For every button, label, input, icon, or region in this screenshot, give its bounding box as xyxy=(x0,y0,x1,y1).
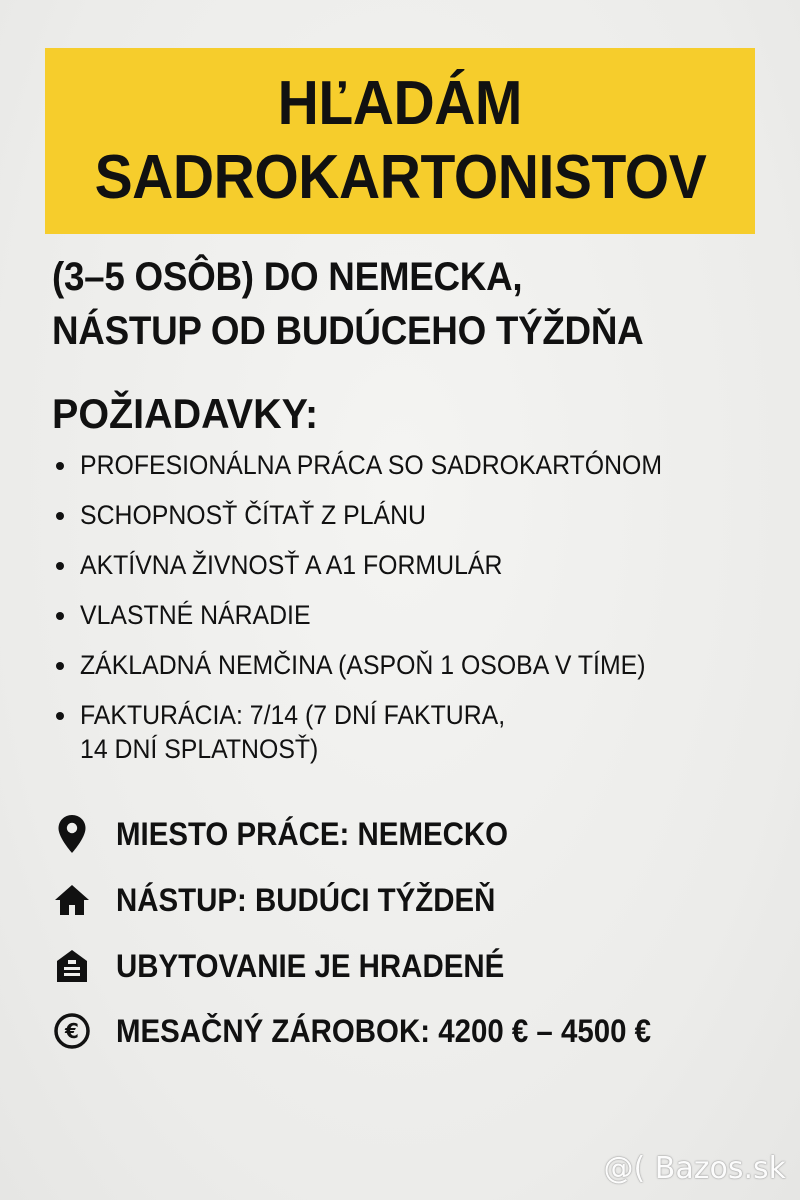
info-start-text: NÁSTUP: BUDÚCI TÝŽDEŇ xyxy=(116,881,496,918)
bullet-icon xyxy=(56,662,64,670)
accommodation-icon xyxy=(52,946,92,986)
subtitle-line-2: NÁSTUP OD BUDÚCEHO TÝŽDŇA xyxy=(52,309,644,353)
info-location-text: MIESTO PRÁCE: NEMECKO xyxy=(116,815,509,852)
euro-icon xyxy=(52,1011,92,1051)
info-accommodation-text: UBYTOVANIE JE HRADENÉ xyxy=(116,947,505,984)
info-salary-text: MESAČNÝ ZÁROBOK: 4200 € – 4500 € xyxy=(116,1012,652,1049)
bullet-icon xyxy=(56,512,64,520)
list-item: FAKTURÁCIA: 7/14 (7 DNÍ FAKTURA, xyxy=(52,698,772,732)
headline-line-1: HĽADÁM xyxy=(277,69,523,138)
location-pin-icon xyxy=(52,814,92,854)
home-icon xyxy=(52,880,92,920)
headline-line-2: SADROKARTONISTOV xyxy=(94,143,706,212)
requirements-heading: POŽIADAVKY: xyxy=(52,390,319,437)
list-item: PROFESIONÁLNA PRÁCA SO SADROKARTÓNOM xyxy=(52,448,772,482)
headline-banner xyxy=(45,48,755,234)
list-item: AKTÍVNA ŽIVNOSŤ A A1 FORMULÁR xyxy=(52,548,772,582)
svg-text:€: € xyxy=(65,1019,79,1043)
list-item-continuation: 14 DNÍ SPLATNOSŤ) xyxy=(80,734,319,764)
subtitle-line-1: (3–5 OSÔB) DO NEMECKA, xyxy=(52,255,523,299)
list-item: VLASTNÉ NÁRADIE xyxy=(52,598,772,632)
subtitle xyxy=(52,250,772,358)
info-location xyxy=(52,812,772,856)
list-item: ZÁKLADNÁ NEMČINA (ASPOŇ 1 OSOBA V TÍME) xyxy=(52,648,772,682)
watermark: @( Bazos.sk xyxy=(603,1151,786,1186)
list-item: SCHOPNOSŤ ČÍTAŤ Z PLÁNU xyxy=(52,498,772,532)
bullet-icon xyxy=(56,562,64,570)
info-salary xyxy=(52,1009,772,1053)
info-start xyxy=(52,878,772,922)
bullet-icon xyxy=(56,712,64,720)
bullet-icon xyxy=(56,462,64,470)
requirements-list xyxy=(52,448,772,782)
info-accommodation xyxy=(52,944,772,988)
bullet-icon xyxy=(56,612,64,620)
